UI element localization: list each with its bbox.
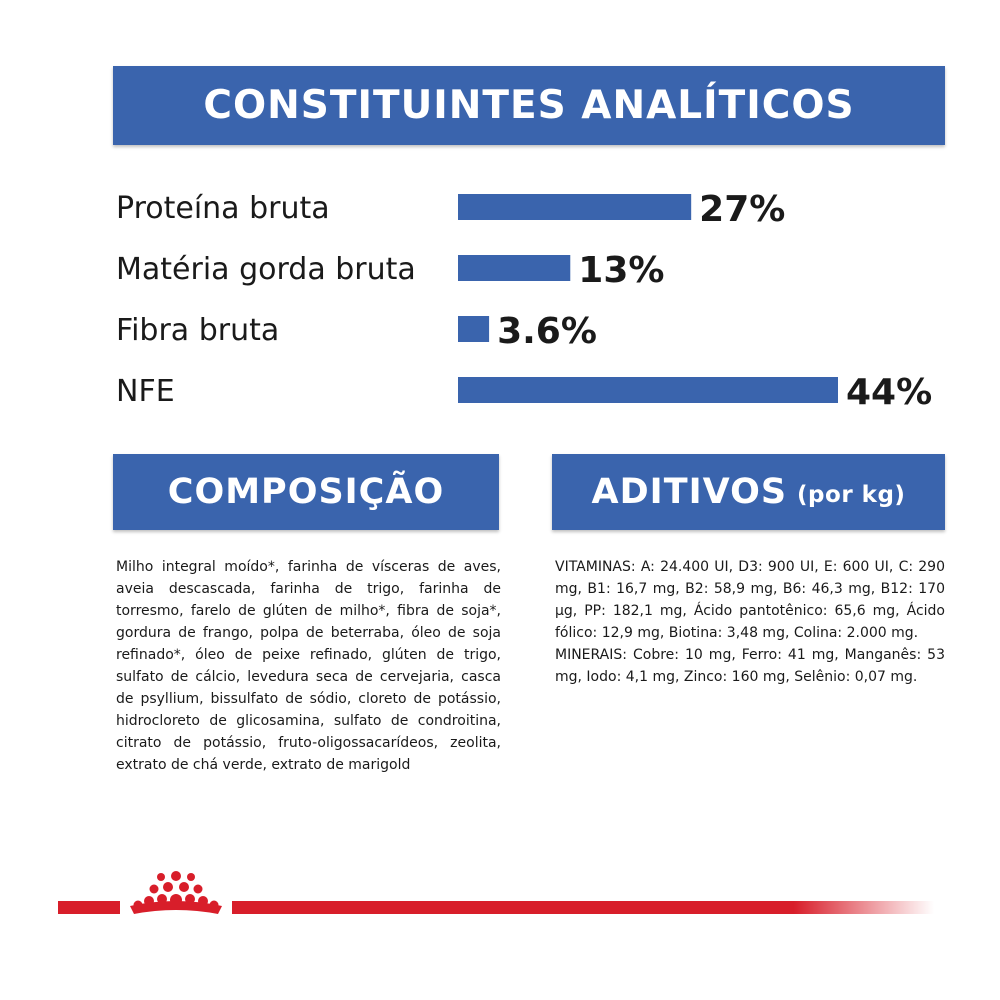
chart-category-label: NFE bbox=[116, 374, 175, 409]
analytics-title: CONSTITUINTES ANALÍTICOS bbox=[203, 83, 855, 128]
chart-bar bbox=[458, 194, 691, 220]
chart-bar bbox=[458, 377, 838, 403]
composition-ingredients: Milho integral moído*, farinha de vísceras de aves, aveia descascada, farinha de trigo, farinha de torresmo, farelo de glúten de milho*, fibra de soja*, gordura de frango, polpa de beterraba, óleo de soja refinado*, óleo de peixe refinado, glúten de trigo, sulfato de cálcio, levedura seca de cervejaria, casca de psyllium, bissulfato de sódio, cloreto de potássio, hidrocloreto de glicosamina, sulfato de condroitina, citrato de potássio, fruto-oligossacarídeos, zeolita, extrato de chá verde, extrato de marigold bbox=[116, 559, 501, 773]
additives-vitamins: VITAMINAS: A: 24.400 UI, D3: 900 UI, E: 600 UI, C: 290 mg, B1: 16,7 mg, B2: 58,9 mg, B6: 46,3 mg, B12: 170 µg, PP: 182,1 mg, Ácido pantotênico: 65,6 mg, Ácido fólico: 12,9 mg, Biotina: 3,48 mg, Colina: 2.000 mg. bbox=[555, 559, 945, 641]
chart-category-label: Matéria gorda bruta bbox=[116, 252, 416, 287]
royal-crown-icon bbox=[130, 871, 222, 914]
additives-subtitle: (por kg) bbox=[797, 482, 906, 508]
chart-category-label: Fibra bruta bbox=[116, 313, 280, 348]
additives-text bbox=[555, 556, 945, 688]
chart-value-label: 27% bbox=[699, 189, 786, 230]
analytics-banner bbox=[113, 66, 945, 145]
chart-bar bbox=[458, 316, 489, 342]
composition-title: COMPOSIÇÃO bbox=[167, 472, 445, 512]
footer-line-left bbox=[58, 901, 120, 914]
additives-minerals: MINERAIS: Cobre: 10 mg, Ferro: 41 mg, Manganês: 53 mg, Iodo: 4,1 mg, Zinco: 160 mg, Selênio: 0,07 mg. bbox=[555, 647, 945, 685]
footer-line-right bbox=[232, 901, 934, 914]
additives-banner bbox=[552, 454, 945, 530]
composition-banner bbox=[113, 454, 499, 530]
analytics-chart bbox=[0, 170, 1000, 420]
chart-value-label: 44% bbox=[846, 372, 933, 413]
chart-value-label: 3.6% bbox=[497, 311, 597, 352]
chart-value-label: 13% bbox=[578, 250, 665, 291]
composition-text bbox=[116, 556, 501, 776]
chart-bar bbox=[458, 255, 570, 281]
chart-category-label: Proteína bruta bbox=[116, 191, 330, 226]
footer-brand bbox=[0, 870, 1000, 930]
additives-title: ADITIVOS bbox=[591, 472, 788, 512]
